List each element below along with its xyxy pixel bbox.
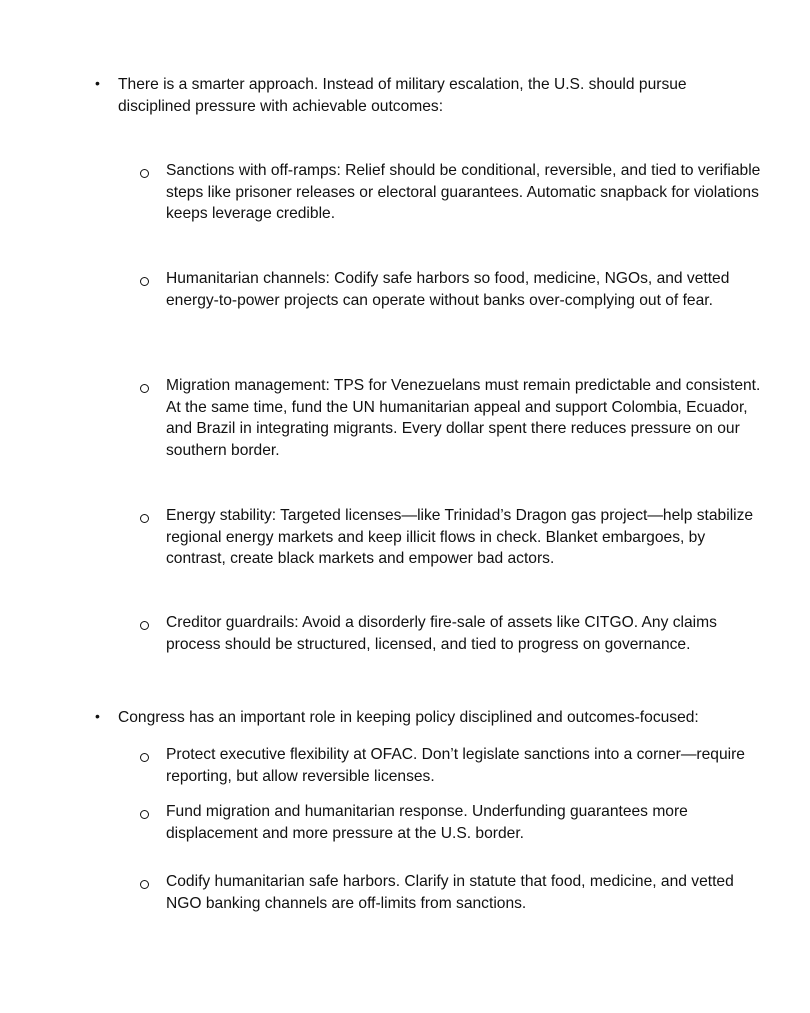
list-item: Fund migration and humanitarian response. Underfunding guarantees more displacement and more pressure at the U.S. border. bbox=[166, 803, 688, 842]
sub-bullet-icon bbox=[140, 804, 152, 816]
section-bullet: • bbox=[95, 708, 100, 724]
sub-bullet-icon bbox=[140, 271, 152, 283]
section-bullet: • bbox=[95, 75, 100, 91]
list-item: Migration management: TPS for Venezuelans must remain predictable and consistent. At the same time, fund the UN humanitarian appeal and support Colombia, Ecuador, and Brazil in integrating migrants. Every dollar spent there reduces pressure on our southern border. bbox=[166, 377, 761, 459]
list-item: Energy stability: Targeted licenses—like Trinidad’s Dragon gas project—help stabilize regional energy markets and keep illicit flows in check. Blanket embargoes, by contrast, create black markets and empower bad actors. bbox=[166, 507, 754, 567]
sub-bullet-icon bbox=[140, 163, 152, 175]
sub-bullet-icon bbox=[140, 747, 152, 759]
list-item: Creditor guardrails: Avoid a disorderly fire-sale of assets like CITGO. Any claims process should be structured, licensed, and tied to progress on governance. bbox=[166, 614, 717, 653]
sub-bullet-icon bbox=[140, 615, 152, 627]
list-item: Protect executive flexibility at OFAC. Don’t legislate sanctions into a corner—require reporting, but allow reversible licenses. bbox=[166, 746, 745, 785]
list-item: Codify humanitarian safe harbors. Clarify in statute that food, medicine, and vetted NGO banking channels are off-limits from sanctions. bbox=[166, 873, 734, 912]
list-item: Sanctions with off-ramps: Relief should be conditional, reversible, and tied to verifiable steps like prisoner releases or electoral guarantees. Automatic snapback for violations keeps leverage credible. bbox=[166, 162, 761, 222]
section-heading-text: There is a smarter approach. Instead of military escalation, the U.S. should pursue disciplined pressure with achievable outcomes: bbox=[118, 76, 687, 115]
list-item: Humanitarian channels: Codify safe harbors so food, medicine, NGOs, and vetted energy-to-power projects can operate without banks over-complying out of fear. bbox=[166, 270, 730, 309]
sub-bullet-icon bbox=[140, 508, 152, 520]
section-heading-text: Congress has an important role in keeping policy disciplined and outcomes-focused: bbox=[118, 709, 699, 726]
sub-bullet-icon bbox=[140, 874, 152, 886]
sub-bullet-icon bbox=[140, 378, 152, 390]
